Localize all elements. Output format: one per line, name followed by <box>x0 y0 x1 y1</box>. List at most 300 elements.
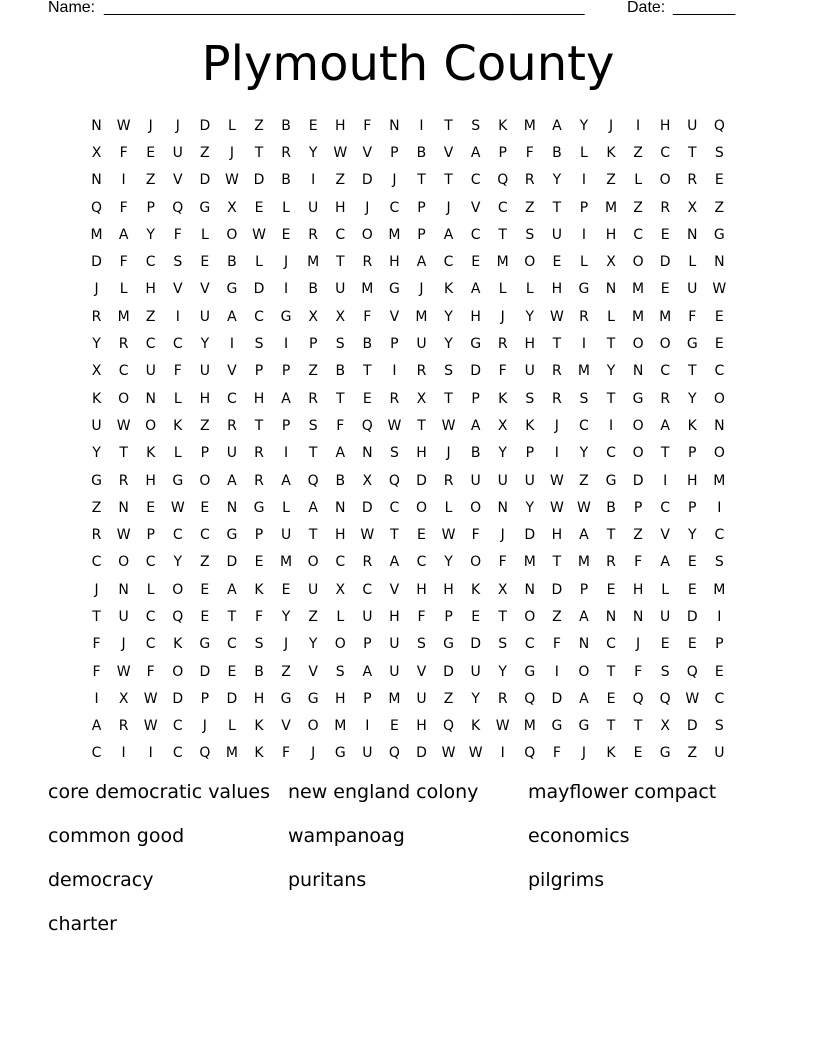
grid-letter: Z <box>606 172 616 189</box>
grid-letter: R <box>91 308 102 325</box>
grid-letter: X <box>416 390 427 407</box>
grid-letter: R <box>118 336 129 353</box>
grid-letter: X <box>308 308 318 325</box>
grid-letter: T <box>417 172 426 189</box>
grid-letter: K <box>173 417 183 434</box>
grid-letter: Y <box>471 690 480 707</box>
grid-letter: E <box>389 718 399 735</box>
grid-letter: P <box>254 527 264 544</box>
word-list-item: puritans <box>288 869 367 891</box>
grid-letter: H <box>551 281 563 298</box>
grid-letter: G <box>632 390 644 407</box>
grid-letter: J <box>121 636 126 653</box>
grid-letter: I <box>636 117 641 134</box>
grid-letter: J <box>636 636 641 653</box>
grid-letter: K <box>91 390 102 407</box>
grid-letter: Z <box>443 690 454 707</box>
grid-letter: I <box>121 745 126 762</box>
grid-letter: P <box>444 608 453 625</box>
grid-letter: T <box>552 554 562 571</box>
grid-letter: H <box>334 117 346 134</box>
grid-letter: Z <box>714 199 725 216</box>
grid-letter: B <box>254 663 264 680</box>
grid-letter: Q <box>361 417 373 434</box>
grid-letter: Q <box>659 690 671 707</box>
grid-letter: J <box>202 718 207 735</box>
grid-letter: D <box>172 690 184 707</box>
grid-row <box>83 440 733 467</box>
grid-letter: E <box>687 581 697 598</box>
grid-letter: J <box>365 199 370 216</box>
grid-letter: S <box>308 417 318 434</box>
grid-letter: A <box>227 472 237 489</box>
grid-letter: R <box>552 363 562 380</box>
grid-letter: B <box>552 144 562 161</box>
header-line <box>48 0 748 20</box>
grid-letter: S <box>660 663 670 680</box>
grid-letter: U <box>551 226 562 243</box>
grid-letter: I <box>581 172 587 189</box>
grid-row <box>83 248 733 275</box>
grid-letter: C <box>470 226 481 243</box>
grid-letter: E <box>687 636 697 653</box>
grid-letter: E <box>227 663 237 680</box>
word-list-item: democracy <box>48 869 154 891</box>
grid-letter: H <box>416 445 427 462</box>
grid-letter: Z <box>145 172 156 189</box>
grid-letter: F <box>119 144 128 161</box>
grid-letter: V <box>227 363 237 380</box>
grid-letter: M <box>523 718 536 735</box>
grid-letter: Q <box>713 117 725 134</box>
grid-letter: W <box>685 690 700 707</box>
grid-letter: T <box>687 363 697 380</box>
grid-letter: M <box>496 254 509 271</box>
grid-letter: K <box>173 636 183 653</box>
grid-letter: Z <box>308 608 318 625</box>
grid-letter: W <box>441 417 456 434</box>
grid-letter: X <box>335 308 346 325</box>
word-list-item: core democratic values <box>48 781 270 803</box>
grid-letter: Q <box>632 690 644 707</box>
grid-letter: F <box>688 308 697 325</box>
grid-letter: Q <box>388 745 400 762</box>
grid-letter: Z <box>335 172 346 189</box>
date-label: Date: <box>627 0 666 16</box>
grid-letter: R <box>227 417 237 434</box>
grid-letter: T <box>606 527 616 544</box>
grid-letter: S <box>525 226 535 243</box>
grid-letter: K <box>525 417 535 434</box>
grid-letter: E <box>200 608 210 625</box>
grid-letter: M <box>577 363 590 380</box>
grid-letter: U <box>362 608 373 625</box>
grid-letter: C <box>335 226 346 243</box>
grid-letter: P <box>525 445 535 462</box>
grid-letter: I <box>554 663 559 680</box>
grid-letter: K <box>471 581 481 598</box>
grid-letter: J <box>446 199 451 216</box>
grid-letter: Q <box>443 718 455 735</box>
grid-letter: U <box>524 363 535 380</box>
grid-letter: W <box>143 690 158 707</box>
grid-letter: L <box>580 254 588 271</box>
grid-letter: O <box>361 226 373 243</box>
grid-letter: I <box>663 472 668 489</box>
grid-letter: A <box>552 117 562 134</box>
grid-letter: C <box>91 554 102 571</box>
grid-letter: U <box>280 527 292 544</box>
grid-letter: W <box>387 417 402 434</box>
grid-letter: S <box>714 554 724 571</box>
grid-letter: G <box>551 718 563 735</box>
grid-letter: M <box>632 308 645 325</box>
grid-letter: V <box>362 144 373 161</box>
grid-letter: C <box>91 745 102 762</box>
grid-letter: O <box>172 663 184 680</box>
grid-letter: M <box>713 472 726 489</box>
grid-letter: F <box>254 608 264 625</box>
grid-letter: B <box>281 172 291 189</box>
grid-letter: Z <box>145 308 156 325</box>
grid-letter: U <box>199 363 210 380</box>
grid-letter: X <box>335 581 346 598</box>
grid-letter: O <box>226 226 238 243</box>
grid-letter: K <box>606 745 616 762</box>
grid-letter: K <box>254 718 264 735</box>
grid-letter: Y <box>687 527 697 544</box>
grid-letter: K <box>443 281 454 298</box>
grid-letter: Z <box>254 117 264 134</box>
grid-letter: C <box>633 226 643 243</box>
grid-letter: H <box>416 718 427 735</box>
grid-letter: Q <box>497 172 509 189</box>
grid-letter: G <box>334 745 346 762</box>
grid-letter: G <box>280 308 292 325</box>
grid-letter: I <box>121 172 126 189</box>
grid-letter: R <box>389 390 400 407</box>
grid-letter: O <box>118 554 130 571</box>
grid-letter: W <box>712 281 727 298</box>
grid-letter: D <box>199 663 211 680</box>
grid-letter: U <box>687 281 698 298</box>
grid-letter: P <box>715 636 724 653</box>
grid-letter: N <box>605 608 617 625</box>
grid-letter: S <box>714 144 724 161</box>
grid-letter: N <box>389 117 400 134</box>
grid-letter: H <box>334 690 346 707</box>
grid-letter: D <box>226 554 238 571</box>
grid-letter: P <box>633 499 643 516</box>
grid-letter: W <box>549 499 564 516</box>
grid-letter: I <box>229 336 234 353</box>
grid-letter: C <box>172 336 183 353</box>
grid-letter: I <box>500 745 505 762</box>
grid-letter: W <box>225 172 239 189</box>
grid-letter: W <box>441 527 456 544</box>
grid-letter: L <box>119 281 128 298</box>
grid-letter: Z <box>200 144 210 161</box>
grid-letter: B <box>227 254 237 271</box>
grid-letter: H <box>470 308 481 325</box>
grid-letter: L <box>146 581 155 598</box>
grid-row <box>83 358 733 385</box>
grid-letter: E <box>606 581 616 598</box>
grid-letter: L <box>580 144 588 161</box>
grid-row <box>83 658 733 685</box>
grid-letter: F <box>552 745 561 762</box>
page-title: Plymouth County <box>201 36 615 92</box>
grid-letter: U <box>226 445 238 462</box>
grid-letter: D <box>361 172 373 189</box>
word-row <box>48 778 768 822</box>
grid-letter: E <box>281 226 291 243</box>
grid-row <box>83 631 733 658</box>
grid-row <box>83 112 733 139</box>
grid-letter: L <box>282 199 290 216</box>
grid-letter: Y <box>173 554 183 571</box>
grid-letter: O <box>470 554 482 571</box>
grid-letter: T <box>660 445 670 462</box>
grid-letter: B <box>416 144 427 161</box>
grid-letter: C <box>145 554 156 571</box>
grid-letter: U <box>687 117 698 134</box>
grid-letter: W <box>116 527 131 544</box>
grid-letter: Y <box>92 336 101 353</box>
grid-row <box>83 549 733 576</box>
grid-letter: T <box>335 390 345 407</box>
grid-letter: R <box>524 172 535 189</box>
grid-letter: W <box>577 499 591 516</box>
grid-letter: L <box>607 308 615 325</box>
grid-letter: I <box>419 117 424 134</box>
grid-letter: K <box>254 745 264 762</box>
grid-letter: H <box>389 608 400 625</box>
grid-letter: V <box>281 718 291 735</box>
grid-letter: X <box>606 254 616 271</box>
grid-letter: A <box>579 527 589 544</box>
grid-letter: D <box>361 499 373 516</box>
name-label: Name: <box>48 0 96 16</box>
grid-letter: L <box>498 281 507 298</box>
grid-letter: D <box>659 254 671 271</box>
grid-letter: Y <box>200 336 210 353</box>
word-list-item: wampanoag <box>288 825 405 847</box>
grid-letter: U <box>199 308 210 325</box>
word-row <box>48 866 768 910</box>
grid-letter: N <box>362 445 373 462</box>
grid-letter: C <box>579 417 589 434</box>
grid-letter: Z <box>91 499 102 516</box>
grid-row <box>83 603 733 630</box>
word-row <box>48 822 768 866</box>
grid-letter: E <box>687 554 697 571</box>
grid-letter: Y <box>552 172 562 189</box>
grid-letter: R <box>497 336 508 353</box>
grid-letter: N <box>632 363 644 380</box>
grid-letter: A <box>443 226 454 243</box>
grid-letter: T <box>606 336 616 353</box>
grid-letter: J <box>148 117 153 134</box>
grid-letter: G <box>578 718 590 735</box>
grid-letter: A <box>308 499 318 516</box>
grid-letter: U <box>308 199 319 216</box>
grid-letter: W <box>252 226 266 243</box>
grid-letter: O <box>632 336 644 353</box>
grid-letter: X <box>118 690 129 707</box>
grid-letter: F <box>525 144 534 161</box>
grid-letter: O <box>470 499 482 516</box>
grid-letter: Y <box>579 445 589 462</box>
grid-letter: W <box>116 417 131 434</box>
grid-letter: I <box>148 745 153 762</box>
grid-letter: L <box>282 499 290 516</box>
grid-letter: C <box>470 172 481 189</box>
grid-letter: P <box>390 336 399 353</box>
grid-letter: O <box>172 581 184 598</box>
grid-letter: Y <box>92 445 101 462</box>
grid-letter: S <box>525 390 535 407</box>
grid-letter: F <box>173 363 182 380</box>
grid-letter: R <box>118 718 129 735</box>
grid-letter: X <box>687 199 698 216</box>
grid-letter: T <box>552 199 562 216</box>
grid-letter: M <box>523 117 536 134</box>
grid-letter: E <box>200 499 210 516</box>
grid-letter: X <box>497 417 508 434</box>
grid-letter: N <box>605 281 617 298</box>
grid-letter: B <box>281 117 291 134</box>
grid-letter: Y <box>606 363 616 380</box>
grid-letter: E <box>606 690 616 707</box>
grid-letter: O <box>632 254 644 271</box>
grid-letter: N <box>226 499 238 516</box>
grid-letter: E <box>552 254 562 271</box>
grid-letter: M <box>361 281 374 298</box>
grid-letter: Q <box>307 472 319 489</box>
grid-letter: D <box>470 363 482 380</box>
grid-letter: H <box>253 390 265 407</box>
grid-letter: E <box>660 226 670 243</box>
grid-letter: S <box>417 636 426 653</box>
grid-letter: E <box>200 254 210 271</box>
grid-letter: Z <box>579 472 589 489</box>
grid-letter: E <box>417 527 426 544</box>
grid-letter: O <box>307 718 319 735</box>
grid-letter: I <box>365 718 370 735</box>
grid-row <box>83 330 733 357</box>
grid-letter: I <box>608 417 614 434</box>
grid-letter: Q <box>172 608 184 625</box>
grid-letter: V <box>416 663 427 680</box>
grid-letter: T <box>417 417 426 434</box>
grid-letter: T <box>227 608 237 625</box>
word-list-item: pilgrims <box>528 869 605 891</box>
grid-letter: R <box>362 554 373 571</box>
grid-letter: A <box>389 554 400 571</box>
grid-letter: Y <box>444 308 453 325</box>
grid-letter: N <box>118 581 129 598</box>
grid-letter: C <box>145 608 156 625</box>
grid-letter: C <box>660 363 671 380</box>
grid-letter: X <box>660 718 670 735</box>
date-blank-line: _______ <box>673 0 736 16</box>
grid-letter: C <box>199 527 210 544</box>
grid-letter: W <box>333 144 348 161</box>
grid-letter: A <box>470 144 481 161</box>
grid-letter: D <box>199 117 211 134</box>
grid-letter: M <box>117 308 130 325</box>
grid-letter: O <box>415 499 427 516</box>
grid-letter: S <box>444 363 453 380</box>
grid-letter: V <box>308 663 318 680</box>
grid-letter: I <box>284 336 289 353</box>
grid-letter: I <box>284 281 289 298</box>
grid-letter: T <box>444 390 453 407</box>
grid-letter: T <box>633 718 643 735</box>
grid-letter: D <box>253 281 265 298</box>
grid-row <box>83 713 733 740</box>
grid-letter: K <box>471 718 481 735</box>
grid-letter: I <box>311 172 316 189</box>
grid-letter: S <box>254 336 264 353</box>
grid-letter: H <box>659 117 671 134</box>
grid-letter: P <box>390 144 399 161</box>
grid-letter: N <box>91 172 102 189</box>
grid-letter: F <box>363 117 372 134</box>
grid-letter: Q <box>172 199 184 216</box>
word-list-item: mayflower compact <box>528 781 717 803</box>
grid-letter: V <box>200 281 210 298</box>
grid-letter: I <box>94 690 99 707</box>
grid-letter: U <box>470 663 481 680</box>
grid-letter: M <box>90 226 103 243</box>
name-blank-line: ______________________________________________________ <box>104 0 585 16</box>
grid-row <box>83 303 733 330</box>
grid-letter: S <box>714 718 724 735</box>
grid-letter: S <box>335 336 345 353</box>
word-list <box>48 778 768 954</box>
grid-letter: H <box>632 581 644 598</box>
grid-letter: Q <box>524 745 536 762</box>
grid-letter: J <box>554 417 559 434</box>
grid-letter: Y <box>498 445 507 462</box>
grid-letter: Z <box>633 144 643 161</box>
grid-row <box>83 276 733 303</box>
grid-letter: B <box>606 499 616 516</box>
grid-letter: J <box>446 445 451 462</box>
grid-letter: M <box>280 554 293 571</box>
grid-letter: G <box>686 336 698 353</box>
grid-letter: Z <box>281 663 291 680</box>
grid-letter: L <box>255 254 263 271</box>
grid-letter: J <box>284 636 289 653</box>
grid-letter: X <box>362 472 373 489</box>
grid-letter: R <box>362 254 373 271</box>
grid-letter: K <box>146 445 156 462</box>
grid-letter: U <box>145 363 156 380</box>
grid-letter: U <box>118 608 129 625</box>
grid-letter: W <box>116 117 131 134</box>
grid-letter: I <box>581 226 587 243</box>
grid-letter: S <box>579 390 589 407</box>
grid-letter: L <box>525 281 534 298</box>
grid-letter: I <box>175 308 180 325</box>
grid-letter: G <box>443 636 454 653</box>
grid-letter: C <box>145 254 156 271</box>
grid-letter: R <box>254 445 264 462</box>
grid-letter: I <box>284 445 289 462</box>
